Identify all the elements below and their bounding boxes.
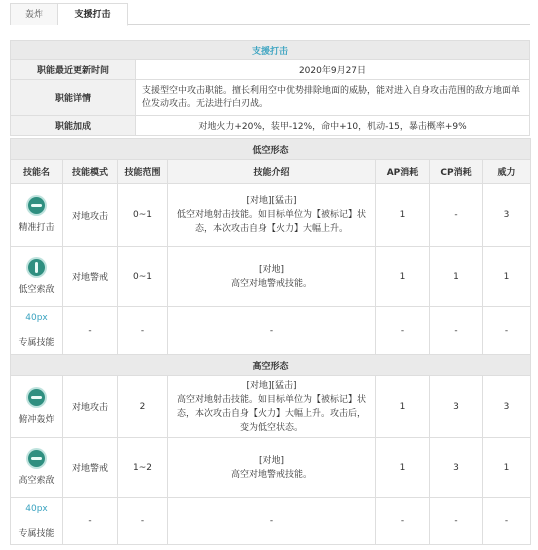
skill-power: 3	[483, 376, 531, 438]
skill-mode: 对地警戒	[63, 247, 118, 307]
skill-description: [对地] 高空对地警戒技能。	[168, 247, 376, 307]
bar-skill-icon[interactable]	[28, 259, 45, 276]
skill-image-placeholder: 40px	[25, 503, 48, 514]
cp-cost: -	[430, 184, 483, 247]
skill-range: 0~1	[118, 247, 168, 307]
skill-range: -	[118, 498, 168, 545]
skill-row	[11, 307, 531, 355]
update-time-label: 职能最近更新时间	[11, 60, 136, 80]
ap-cost: 1	[376, 376, 430, 438]
role-title: 支援打击	[11, 41, 530, 60]
col-cp-cost-header: CP消耗	[430, 160, 483, 184]
skill-name-cell	[11, 376, 63, 438]
skill-mode: -	[63, 307, 118, 355]
ap-cost: -	[376, 498, 430, 545]
skill-description: [对地][猛击] 低空对地射击技能。如目标单位为【被标记】状态，本次攻击自身【火力】大幅上升。	[168, 184, 376, 247]
skill-power: 1	[483, 247, 531, 307]
low-altitude-section-title: 低空形态	[11, 139, 531, 160]
skill-description: -	[168, 307, 376, 355]
ap-cost: 1	[376, 438, 430, 498]
ap-cost: 1	[376, 247, 430, 307]
skill-power: -	[483, 307, 531, 355]
col-skill-range-header: 技能范围	[118, 160, 168, 184]
col-skill-name-header: 技能名	[11, 160, 63, 184]
skill-description: [对地] 高空对地警戒技能。	[168, 438, 376, 498]
skill-range: 0~1	[118, 184, 168, 247]
skill-mode: 对地攻击	[63, 184, 118, 247]
tab-bar	[10, 3, 530, 25]
skill-name-cell	[11, 247, 63, 307]
ap-cost: 1	[376, 184, 430, 247]
dash-skill-icon[interactable]	[28, 197, 45, 214]
col-ap-cost-header: AP消耗	[376, 160, 430, 184]
cp-cost: 3	[430, 438, 483, 498]
dash-skill-icon[interactable]	[28, 450, 45, 467]
skill-image-placeholder: 40px	[25, 313, 48, 323]
skill-range: -	[118, 307, 168, 355]
skill-row	[11, 498, 531, 545]
skill-power: -	[483, 498, 531, 545]
skill-row	[11, 376, 531, 438]
cp-cost: 1	[430, 247, 483, 307]
skill-mode: 对地警戒	[63, 438, 118, 498]
high-altitude-section-title: 高空形态	[11, 355, 531, 376]
col-skill-desc-header: 技能介绍	[168, 160, 376, 184]
dash-skill-icon[interactable]	[28, 389, 45, 406]
update-time-value: 2020年9月27日	[136, 60, 530, 80]
skill-row	[11, 247, 531, 307]
skill-row	[11, 438, 531, 498]
skill-description: -	[168, 498, 376, 545]
skill-name: 高空索敌	[18, 475, 55, 486]
ap-cost: -	[376, 307, 430, 355]
skill-range: 2	[118, 376, 168, 438]
skill-name-cell	[11, 498, 63, 545]
skill-description: [对地][猛击] 高空对地射击技能。如目标单位为【被标记】状态，本次攻击自身【火力】大幅上升。攻击后，变为低空状态。	[168, 376, 376, 438]
cp-cost: -	[430, 307, 483, 355]
tab-support-strike[interactable]: 支援打击	[58, 3, 128, 26]
role-bonus-value: 对地火力+20%，装甲-12%，命中+10，机动-15，暴击概率+9%	[136, 116, 530, 136]
role-detail-label: 职能详情	[11, 80, 136, 116]
skill-name: 专属技能	[18, 528, 55, 539]
skill-name: 专属技能	[18, 338, 55, 348]
role-detail-value: 支援型空中攻击职能。擅长利用空中优势排除地面的威胁，能对进入自身攻击范围的敌方地面单位发动攻击。无法进行白刃战。	[136, 80, 530, 116]
skill-name: 精准打击	[18, 223, 55, 233]
cp-cost: 3	[430, 376, 483, 438]
col-power-header: 威力	[483, 160, 531, 184]
skill-name-cell	[11, 307, 63, 355]
skills-table	[10, 138, 531, 545]
skill-name: 俯冲轰炸	[18, 414, 55, 425]
skill-power: 1	[483, 438, 531, 498]
skill-name-cell	[11, 184, 63, 247]
skill-range: 1~2	[118, 438, 168, 498]
col-skill-mode-header: 技能模式	[63, 160, 118, 184]
tab-bombing[interactable]: 轰炸	[10, 3, 58, 25]
role-bonus-label: 职能加成	[11, 116, 136, 136]
skill-power: 3	[483, 184, 531, 247]
cp-cost: -	[430, 498, 483, 545]
skill-name-cell	[11, 438, 63, 498]
skill-name: 低空索敌	[18, 284, 55, 295]
skill-row	[11, 184, 531, 247]
skill-mode: 对地攻击	[63, 376, 118, 438]
role-info-table	[10, 40, 530, 136]
skill-mode: -	[63, 498, 118, 545]
